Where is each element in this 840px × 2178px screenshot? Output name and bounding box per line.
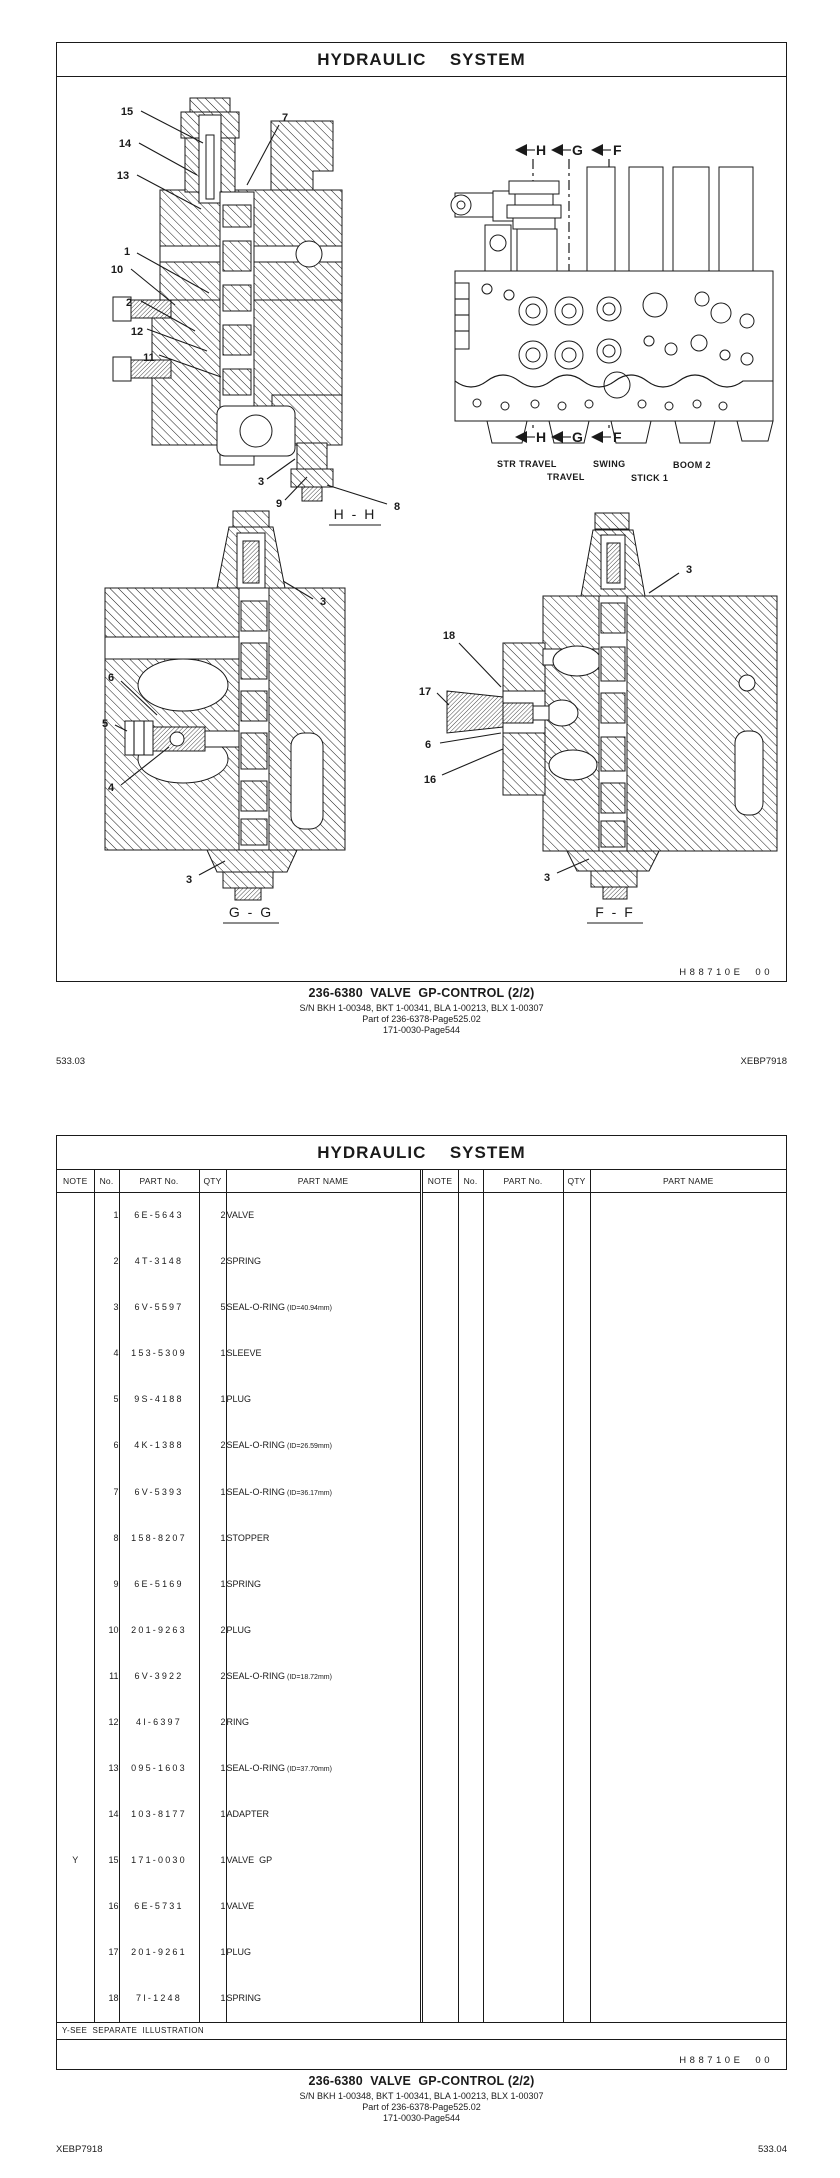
cell: [458, 1699, 483, 1745]
cell: [458, 1469, 483, 1515]
cell: 1: [199, 1792, 226, 1838]
drawing-code-number: H88710E: [679, 967, 744, 978]
page1-caption: [56, 986, 787, 1036]
drawing-code-rev: 00: [755, 967, 773, 978]
cell: PLUG: [226, 1607, 421, 1653]
cell: 1: [199, 1745, 226, 1791]
cell: RING: [226, 1699, 421, 1745]
table-row: [57, 1239, 786, 1285]
table-row: [57, 1838, 786, 1884]
port-label-stick-1: STICK 1: [631, 473, 669, 483]
cell: 6E-5731: [119, 1884, 199, 1930]
cell: 171-0030: [119, 1838, 199, 1884]
table-row: [57, 1607, 786, 1653]
table-row: [57, 1561, 786, 1607]
cell: [590, 1792, 786, 1838]
cell: [563, 1930, 590, 1976]
cell: 1: [199, 1838, 226, 1884]
col-part-no: PART No.: [119, 1170, 199, 1193]
cell: [458, 1561, 483, 1607]
caption-title: 236-6380 VALVE GP-CONTROL (2/2): [308, 986, 535, 1000]
cell: [563, 1699, 590, 1745]
col-note: NOTE: [57, 1170, 94, 1193]
callout-18: 18: [442, 630, 456, 642]
section-letter-g-top: G: [572, 142, 583, 158]
cell: 201-9263: [119, 1607, 199, 1653]
section-label-hh: H - H: [333, 506, 377, 522]
cell: [483, 1699, 563, 1745]
callout-1: 1: [123, 246, 131, 258]
cell: [57, 1699, 94, 1745]
cell: STOPPER: [226, 1515, 421, 1561]
cell: 2: [199, 1193, 226, 1239]
cell: [483, 1469, 563, 1515]
callout-2: 2: [125, 297, 133, 309]
caption-serials: S/N BKH 1-00348, BKT 1-00341, BLA 1-00213, BLX 1-00307: [299, 1003, 544, 1013]
callout-3: 3: [257, 476, 265, 488]
cell: [421, 1699, 458, 1745]
cell: [483, 1561, 563, 1607]
section-letter-g-bottom: G: [572, 429, 583, 445]
table-row: [57, 1699, 786, 1745]
cell: [590, 1561, 786, 1607]
cell: [483, 1377, 563, 1423]
cell: 6E-5643: [119, 1193, 199, 1239]
cell: [421, 1239, 458, 1285]
callout-3b: 3: [185, 874, 193, 886]
cell: [458, 1884, 483, 1930]
table-row: [57, 1331, 786, 1377]
cell: [590, 1285, 786, 1331]
cell: 9: [94, 1561, 119, 1607]
cell: [563, 1976, 590, 2022]
cell: 11: [94, 1653, 119, 1699]
cell: [590, 1193, 786, 1239]
cell: 2: [94, 1239, 119, 1285]
port-label-str-travel: STR TRAVEL: [497, 459, 557, 469]
cell: [483, 1285, 563, 1331]
cell: [57, 1792, 94, 1838]
cell: 6V-3922: [119, 1653, 199, 1699]
view-ff: [419, 513, 777, 923]
callout-6: 6: [107, 672, 115, 684]
section-letter-f-top: F: [613, 142, 622, 158]
cell: [421, 1838, 458, 1884]
footnote: Y-SEE SEPARATE ILLUSTRATION: [57, 2022, 786, 2040]
cell: [563, 1377, 590, 1423]
callout-11: 11: [143, 352, 155, 364]
cell: [483, 1930, 563, 1976]
table-row: [57, 1792, 786, 1838]
drawing-code: [642, 956, 773, 989]
callout-3b: 3: [543, 872, 551, 884]
cell: 6V-5393: [119, 1469, 199, 1515]
callout-7: 7: [281, 112, 289, 124]
cell: SPRING: [226, 1239, 421, 1285]
cell: [57, 1561, 94, 1607]
cell: 1: [199, 1469, 226, 1515]
cell: [57, 1653, 94, 1699]
cell: [563, 1792, 590, 1838]
caption-title: 236-6380 VALVE GP-CONTROL (2/2): [308, 2074, 535, 2088]
table-row: [57, 1745, 786, 1791]
cell: [590, 1653, 786, 1699]
cell: [57, 1607, 94, 1653]
cell: [483, 1653, 563, 1699]
cell: 2: [199, 1239, 226, 1285]
cell: [458, 1838, 483, 1884]
caption-partof: Part of 236-6378-Page525.02: [362, 1014, 481, 1024]
cell: [421, 1423, 458, 1469]
cell: 1: [199, 1884, 226, 1930]
cell: [57, 1423, 94, 1469]
table-row: [57, 1469, 786, 1515]
cell: [483, 1792, 563, 1838]
cell: PLUG: [226, 1930, 421, 1976]
page-title: HYDRAULIC SYSTEM: [57, 1136, 786, 1170]
drawing-code: [642, 2044, 773, 2077]
cell: [483, 1607, 563, 1653]
page-533-03: [56, 42, 787, 982]
callout-9: 9: [275, 498, 283, 510]
cell: [421, 1561, 458, 1607]
cell: [458, 1930, 483, 1976]
hydraulic-diagram: [57, 43, 785, 980]
cell: [57, 1884, 94, 1930]
page-number: 533.03: [56, 1056, 86, 1067]
cell: 13: [94, 1745, 119, 1791]
cell: [421, 1792, 458, 1838]
cell: [458, 1976, 483, 2022]
cell: [458, 1239, 483, 1285]
view-hh: [111, 98, 400, 525]
col-no: No.: [94, 1170, 119, 1193]
section-letter-f-bottom: F: [613, 429, 622, 445]
col-qty: QTY: [199, 1170, 226, 1193]
cell: 1: [94, 1193, 119, 1239]
cell: [590, 1699, 786, 1745]
cell: [421, 1884, 458, 1930]
cell: 5: [94, 1377, 119, 1423]
cell: SPRING: [226, 1561, 421, 1607]
cell: [57, 1515, 94, 1561]
cell: 103-8177: [119, 1792, 199, 1838]
table-header-row: [57, 1170, 786, 1193]
table-row: [57, 1976, 786, 2022]
cell: SEAL-O-RING (ID=40.94mm): [226, 1285, 421, 1331]
callout-3: 3: [319, 596, 327, 608]
cell: [563, 1469, 590, 1515]
cell: [483, 1976, 563, 2022]
callout-13: 13: [116, 170, 130, 182]
cell: [563, 1285, 590, 1331]
col-no-2: No.: [458, 1170, 483, 1193]
cell: [458, 1792, 483, 1838]
cell: 153-5309: [119, 1331, 199, 1377]
cell: 095-1603: [119, 1745, 199, 1791]
cell: [458, 1653, 483, 1699]
cell: [458, 1193, 483, 1239]
cell: 18: [94, 1976, 119, 2022]
page-533-04: [56, 1135, 787, 2070]
cell: [483, 1515, 563, 1561]
cell: [563, 1193, 590, 1239]
cell: 4K-1388: [119, 1423, 199, 1469]
cell: [563, 1561, 590, 1607]
cell: [590, 1377, 786, 1423]
callout-5: 5: [101, 718, 109, 730]
cell: 158-8207: [119, 1515, 199, 1561]
cell: [421, 1745, 458, 1791]
callout-16: 16: [423, 774, 437, 786]
table-row: [57, 1930, 786, 1976]
cell: 15: [94, 1838, 119, 1884]
view-gg: [102, 511, 345, 923]
cell: 7I-1248: [119, 1976, 199, 2022]
callout-12: 12: [130, 326, 144, 338]
cell: [590, 1884, 786, 1930]
section-label-gg: G - G: [228, 904, 274, 920]
cell: SPRING: [226, 1976, 421, 2022]
cell: [483, 1193, 563, 1239]
cell: [590, 1239, 786, 1285]
section-label-ff: F - F: [595, 904, 635, 920]
cell: 4T-3148: [119, 1239, 199, 1285]
cell: 17: [94, 1930, 119, 1976]
caption-pageref: 171-0030-Page544: [382, 1025, 461, 1035]
doc-code: XEBP7918: [56, 2144, 103, 2155]
cell: [563, 1515, 590, 1561]
callout-4: 4: [107, 782, 115, 794]
cell: 9S-4188: [119, 1377, 199, 1423]
cell: 2: [199, 1423, 226, 1469]
cell: SEAL-O-RING (ID=18.72mm): [226, 1653, 421, 1699]
cell: 6: [94, 1423, 119, 1469]
cell: [458, 1285, 483, 1331]
col-note-2: NOTE: [421, 1170, 458, 1193]
cell: [421, 1331, 458, 1377]
table-row: [57, 1515, 786, 1561]
col-part-name-2: PART NAME: [590, 1170, 786, 1193]
drawing-code-rev: 00: [755, 2055, 773, 2066]
cell: [421, 1976, 458, 2022]
cell: [57, 1193, 94, 1239]
port-label-boom-2: BOOM 2: [673, 460, 711, 470]
table-row: [57, 1884, 786, 1930]
cell: 1: [199, 1561, 226, 1607]
page-title: HYDRAULIC SYSTEM: [57, 43, 786, 77]
cell: SLEEVE: [226, 1331, 421, 1377]
cell: 5: [199, 1285, 226, 1331]
callout-3: 3: [685, 564, 693, 576]
cell: [563, 1607, 590, 1653]
cell: 8: [94, 1515, 119, 1561]
doc-code: XEBP7918: [740, 1056, 787, 1067]
cell: [563, 1745, 590, 1791]
cell: ADAPTER: [226, 1792, 421, 1838]
cell: VALVE GP: [226, 1838, 421, 1884]
view-side: [451, 142, 773, 483]
callout-6: 6: [424, 739, 432, 751]
cell: 16: [94, 1884, 119, 1930]
cell: [57, 1469, 94, 1515]
port-label-swing: SWING: [593, 459, 626, 469]
page-number: 533.04: [757, 2144, 787, 2155]
cell: [483, 1239, 563, 1285]
cell: [421, 1377, 458, 1423]
cell: [590, 1515, 786, 1561]
cell: 12: [94, 1699, 119, 1745]
cell: [421, 1930, 458, 1976]
callout-10: 10: [110, 264, 124, 276]
cell: [563, 1239, 590, 1285]
cell: [563, 1653, 590, 1699]
table-row: [57, 1377, 786, 1423]
cell: 7: [94, 1469, 119, 1515]
parts-table-body: [57, 1193, 786, 2023]
cell: [421, 1193, 458, 1239]
cell: 3: [94, 1285, 119, 1331]
cell: [590, 1423, 786, 1469]
cell: VALVE: [226, 1193, 421, 1239]
cell: [563, 1884, 590, 1930]
cell: [458, 1331, 483, 1377]
cell: [57, 1976, 94, 2022]
cell: [563, 1423, 590, 1469]
cell: SEAL-O-RING (ID=37.70mm): [226, 1745, 421, 1791]
cell: [590, 1331, 786, 1377]
drawing-code-number: H88710E: [679, 2055, 744, 2066]
cell: [57, 1930, 94, 1976]
cell: 201-9261: [119, 1930, 199, 1976]
port-label-travel: TRAVEL: [547, 472, 585, 482]
cell: PLUG: [226, 1377, 421, 1423]
cell: [458, 1607, 483, 1653]
cell: 14: [94, 1792, 119, 1838]
table-row: [57, 1423, 786, 1469]
cell: 1: [199, 1331, 226, 1377]
caption-serials: S/N BKH 1-00348, BKT 1-00341, BLA 1-00213, BLX 1-00307: [299, 2091, 544, 2101]
cell: 4I-6397: [119, 1699, 199, 1745]
cell: [458, 1377, 483, 1423]
cell: [458, 1515, 483, 1561]
cell: 6V-5597: [119, 1285, 199, 1331]
cell: [57, 1331, 94, 1377]
cell: [590, 1930, 786, 1976]
cell: 10: [94, 1607, 119, 1653]
parts-table: [57, 1170, 786, 2022]
cell: 1: [199, 1515, 226, 1561]
col-qty-2: QTY: [563, 1170, 590, 1193]
cell: 2: [199, 1653, 226, 1699]
cell: SEAL-O-RING (ID=26.59mm): [226, 1423, 421, 1469]
cell: [458, 1745, 483, 1791]
page2-caption: [56, 2074, 787, 2124]
col-part-no-2: PART No.: [483, 1170, 563, 1193]
cell: 1: [199, 1930, 226, 1976]
cell: [421, 1607, 458, 1653]
cell: 4: [94, 1331, 119, 1377]
cell: [421, 1515, 458, 1561]
cell: 1: [199, 1377, 226, 1423]
cell: VALVE: [226, 1884, 421, 1930]
cell: [483, 1838, 563, 1884]
cell: [563, 1331, 590, 1377]
cell: [590, 1745, 786, 1791]
cell: 1: [199, 1976, 226, 2022]
cell: [590, 1469, 786, 1515]
cell: [483, 1331, 563, 1377]
section-letter-h-bottom: H: [536, 429, 547, 445]
cell: [590, 1976, 786, 2022]
cell: [57, 1377, 94, 1423]
callout-17: 17: [418, 686, 432, 698]
callout-14: 14: [118, 138, 132, 150]
cell: [590, 1838, 786, 1884]
cell: [421, 1285, 458, 1331]
cell: [483, 1745, 563, 1791]
callout-15: 15: [120, 106, 134, 118]
cell: 2: [199, 1699, 226, 1745]
caption-pageref: 171-0030-Page544: [382, 2113, 461, 2123]
table-row: [57, 1285, 786, 1331]
cell: [483, 1884, 563, 1930]
cell: 6E-5169: [119, 1561, 199, 1607]
table-row: [57, 1653, 786, 1699]
cell: [563, 1838, 590, 1884]
cell: [458, 1423, 483, 1469]
col-part-name: PART NAME: [226, 1170, 421, 1193]
cell: [57, 1745, 94, 1791]
cell: [421, 1469, 458, 1515]
cell: [57, 1239, 94, 1285]
cell: [421, 1653, 458, 1699]
cell: [57, 1285, 94, 1331]
cell: 2: [199, 1607, 226, 1653]
cell: Y: [72, 1855, 79, 1866]
cell: SEAL-O-RING (ID=36.17mm): [226, 1469, 421, 1515]
cell: [590, 1607, 786, 1653]
cell: [483, 1423, 563, 1469]
caption-partof: Part of 236-6378-Page525.02: [362, 2102, 481, 2112]
table-row: [57, 1193, 786, 1239]
callout-8: 8: [393, 501, 401, 513]
section-letter-h-top: H: [536, 142, 547, 158]
